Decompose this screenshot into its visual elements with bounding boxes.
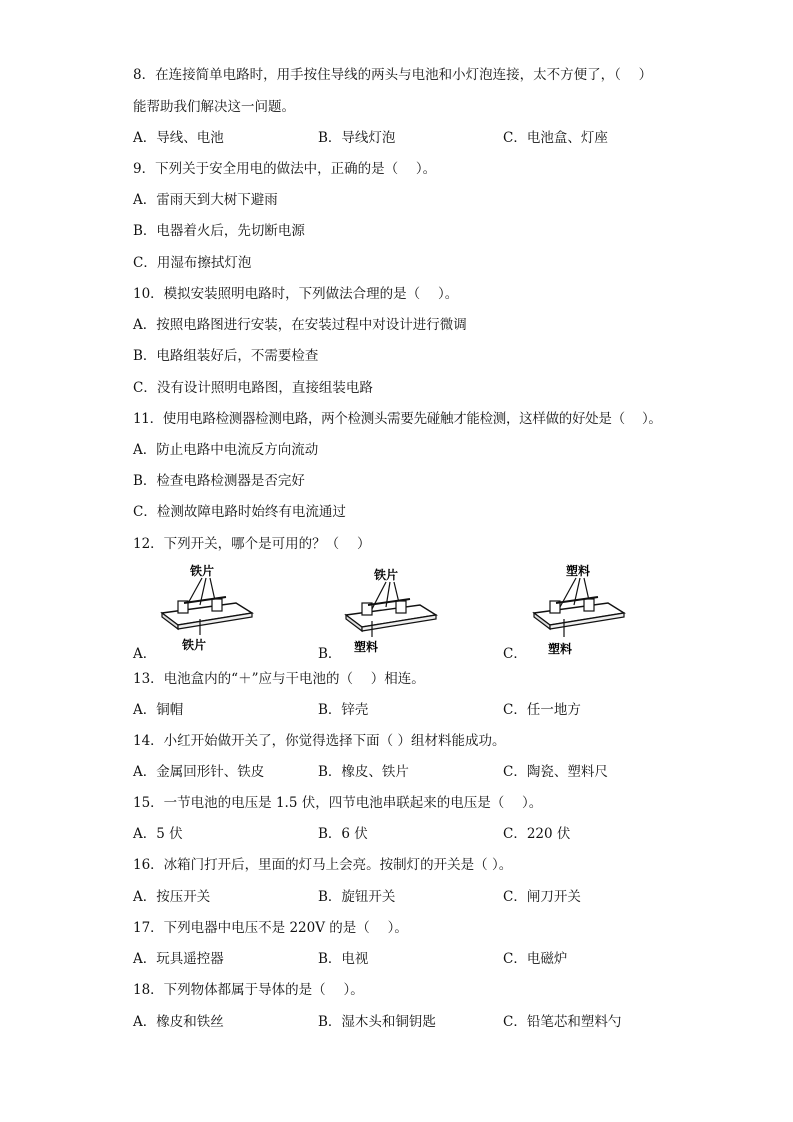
question-15-stem: 15．一节电池的电压是 1.5 伏，四节电池串联起来的电压是（ ）。 xyxy=(133,795,543,811)
question-17-option-b[interactable]: B．电视 xyxy=(318,951,369,967)
question-14-stem: 14．小红开始做开关了，你觉得选择下面（ ）组材料能成功。 xyxy=(133,733,506,749)
question-18-stem: 18．下列物体都属于导体的是（ ）。 xyxy=(133,982,364,998)
question-16-option-b[interactable]: B．旋钮开关 xyxy=(318,889,396,905)
question-8-option-c[interactable]: C．电池盒、灯座 xyxy=(503,130,608,146)
question-13-stem: 13．电池盒内的“＋”应与干电池的（ ）相连。 xyxy=(133,671,425,687)
question-14-option-c[interactable]: C．陶瓷、塑料尺 xyxy=(503,764,608,780)
question-18-option-b[interactable]: B．湿木头和铜钥匙 xyxy=(318,1014,436,1030)
question-14-option-a[interactable]: A．金属回形针、铁皮 xyxy=(133,764,265,780)
figure-b-bottom-label: 塑料 xyxy=(354,640,379,654)
question-16-option-a[interactable]: A．按压开关 xyxy=(133,889,211,905)
switch-figure-b[interactable] xyxy=(332,563,442,653)
question-10-option-c[interactable]: C．没有设计照明电路图，直接组装电路 xyxy=(133,380,373,396)
question-13-option-a[interactable]: A．铜帽 xyxy=(133,702,184,718)
question-12-stem: 12．下列开关，哪个是可用的？（ ） xyxy=(133,536,371,552)
question-11-option-b[interactable]: B．检查电路检测器是否完好 xyxy=(133,473,305,489)
figure-b-top-label: 铁片 xyxy=(374,568,399,582)
question-11-option-a[interactable]: A．防止电路中电流反方向流动 xyxy=(133,442,319,458)
question-18-option-c[interactable]: C．铅笔芯和塑料勺 xyxy=(503,1014,622,1030)
question-15-option-a[interactable]: A．5 伏 xyxy=(133,826,183,842)
question-10-option-b[interactable]: B．电路组装好后，不需要检查 xyxy=(133,348,319,364)
question-17-stem: 17．下列电器中电压不是 220V 的是（ ）。 xyxy=(133,920,408,936)
question-11-stem: 11．使用电路检测器检测电路，两个检测头需要先碰触才能检测，这样做的好处是（ ）。 xyxy=(133,411,662,427)
question-15-option-b[interactable]: B．6 伏 xyxy=(318,826,368,842)
question-8-option-b[interactable]: B．导线灯泡 xyxy=(318,130,396,146)
switch-figure-a[interactable] xyxy=(150,563,260,653)
question-17-option-c[interactable]: C．电磁炉 xyxy=(503,951,568,967)
question-9-option-c[interactable]: C．用湿布擦拭灯泡 xyxy=(133,255,252,271)
question-17-option-a[interactable]: A．玩具遥控器 xyxy=(133,951,224,967)
figure-c-bottom-label: 塑料 xyxy=(548,642,573,656)
question-11-option-c[interactable]: C．检测故障电路时始终有电流通过 xyxy=(133,504,346,520)
question-12-option-a[interactable]: A． xyxy=(133,646,157,662)
question-12-option-c[interactable]: C． xyxy=(503,646,527,662)
question-16-option-c[interactable]: C．闸刀开关 xyxy=(503,889,581,905)
question-10-option-a[interactable]: A．按照电路图进行安装，在安装过程中对设计进行微调 xyxy=(133,317,467,333)
figure-c-top-label: 塑料 xyxy=(566,564,591,578)
question-8-option-a[interactable]: A．导线、电池 xyxy=(133,130,224,146)
question-10-stem: 10．模拟安装照明电路时，下列做法合理的是（ ）。 xyxy=(133,286,459,302)
question-16-stem: 16．冰箱门打开后，里面的灯马上会亮。按制灯的开关是（ ）。 xyxy=(133,857,513,873)
question-13-option-c[interactable]: C．任一地方 xyxy=(503,702,581,718)
question-9-option-a[interactable]: A．雷雨天到大树下避雨 xyxy=(133,192,278,208)
question-12-option-b[interactable]: B． xyxy=(318,646,342,662)
question-14-option-b[interactable]: B．橡皮、铁片 xyxy=(318,764,409,780)
figure-a-top-label: 铁片 xyxy=(190,564,215,578)
question-13-option-b[interactable]: B．锌壳 xyxy=(318,702,369,718)
switch-figure-c[interactable] xyxy=(520,563,630,656)
question-18-option-a[interactable]: A．橡皮和铁丝 xyxy=(133,1014,224,1030)
question-15-option-c[interactable]: C．220 伏 xyxy=(503,826,571,842)
question-9-option-b[interactable]: B．电器着火后，先切断电源 xyxy=(133,223,305,239)
figure-a-bottom-label: 铁片 xyxy=(182,638,207,652)
question-8-stem: 8．在连接简单电路时，用手按住导线的两头与电池和小灯泡连接，太不方便了，（ ） xyxy=(133,67,653,83)
question-8-stem-continued: 能帮助我们解决这一问题。 xyxy=(133,99,295,115)
question-9-stem: 9．下列关于安全用电的做法中，正确的是（ ）。 xyxy=(133,161,437,177)
